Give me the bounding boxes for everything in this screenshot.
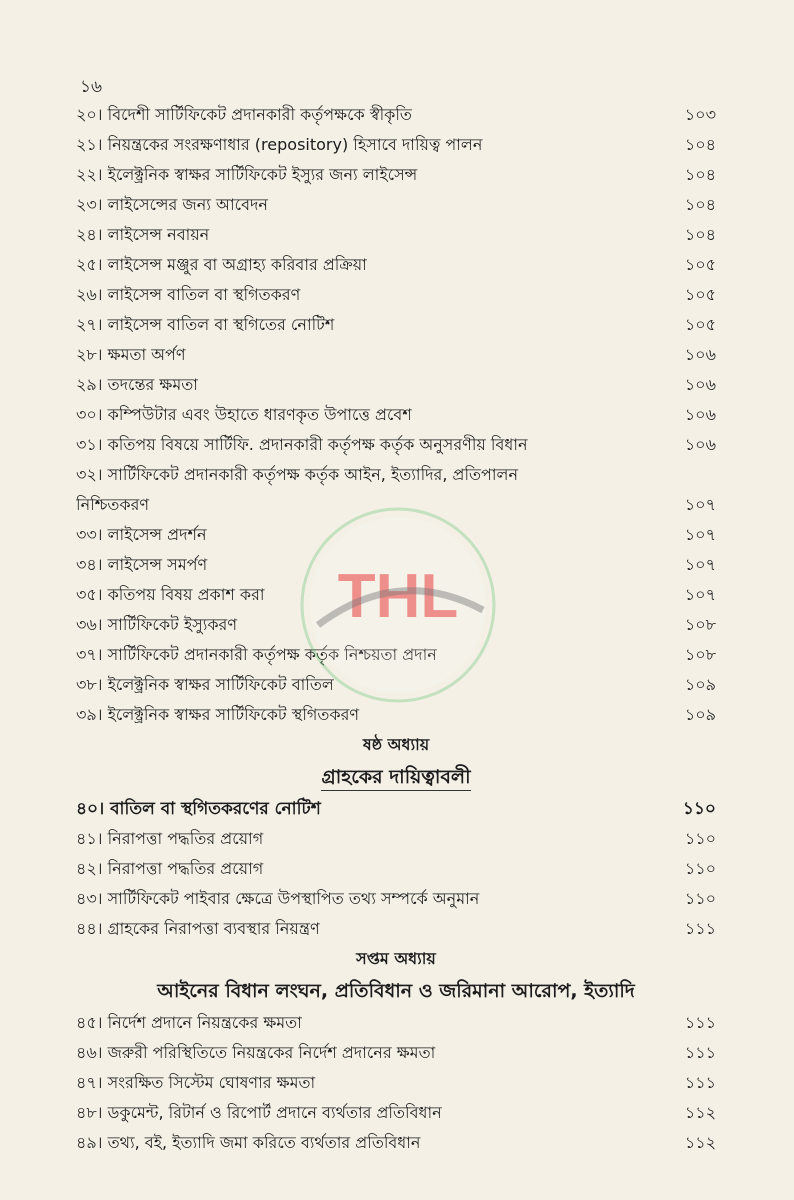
toc-entry [76, 1038, 716, 1068]
entry-text [76, 550, 656, 580]
chapter-title [76, 760, 716, 794]
entry-number: ৪৯। [76, 1133, 103, 1152]
entry-text [76, 580, 656, 610]
entry-number: ৪৭। [76, 1073, 103, 1092]
entry-title: কতিপয় বিষয়ে সার্টিফি. প্রদানকারী কর্তৃপক্ষ কর্তৃক অনুসরণীয় বিধান [107, 435, 528, 454]
entry-page: ১১১ [684, 1013, 716, 1032]
chapter-title: আইনের বিধান লংঘন, প্রতিবিধান ও জরিমানা আরোপ, ইত্যাদি [157, 980, 635, 1002]
entry-number: ২৬। [76, 285, 103, 304]
entry-text [76, 430, 656, 460]
watermark-text: THL [337, 562, 459, 631]
toc-entry [76, 854, 716, 884]
toc-group-chapter5-cont [76, 520, 716, 730]
entry-title: লাইসেন্স সমর্পণ [107, 555, 208, 574]
page-number: ১৬ [80, 77, 103, 97]
toc-entry [76, 370, 716, 400]
entry-number: ২১। [76, 135, 103, 154]
entry-title: বিদেশী সার্টিফিকেট প্রদানকারী কর্তৃপক্ষকে স্বীকৃতি [107, 105, 412, 124]
entry-number: ৪৬। [76, 1043, 103, 1062]
entry-title: লাইসেন্স প্রদর্শন [107, 525, 207, 544]
entry-number: ৪১। [76, 829, 103, 848]
entry-title: কতিপয় বিষয় প্রকাশ করা [107, 585, 265, 604]
toc-entry [76, 824, 716, 854]
entry-page: ১১১ [684, 919, 716, 938]
entry-title: ইলেক্ট্রনিক স্বাক্ষর সার্টিফিকেট বাতিল [107, 675, 334, 694]
entry-page: ১১১ [684, 1073, 716, 1092]
toc-entry [76, 280, 716, 310]
entry-title: লাইসেন্স বাতিল বা স্থগিতকরণ [107, 285, 301, 304]
entry-text [76, 1098, 656, 1128]
entry-text [76, 310, 656, 340]
entry-page: ১১০ [684, 829, 716, 848]
entry-title: নিয়ন্ত্রকের সংরক্ষণাধার (repository) হিসাবে দায়িত্ব পালন [107, 135, 483, 154]
entry-title: তদন্তের ক্ষমতা [107, 375, 198, 394]
entry-number: ৩৯। [76, 705, 103, 724]
entry-page: ১০৫ [684, 315, 716, 334]
entry-text [76, 400, 656, 430]
toc-entry [76, 160, 716, 190]
toc-entry [76, 794, 716, 824]
entry-text [76, 250, 656, 280]
entry-text [76, 670, 656, 700]
entry-page: ১০৬ [684, 345, 716, 364]
entry-text [76, 280, 656, 310]
entry-number: ৪৫। [76, 1013, 103, 1032]
entry-text [76, 100, 656, 130]
toc-entry [76, 914, 716, 944]
entry-number: ২০। [76, 105, 103, 124]
entry-title: নির্দেশ প্রদানে নিয়ন্ত্রকের ক্ষমতা [107, 1013, 302, 1032]
entry-page: ১০৪ [684, 225, 716, 244]
entry-text [76, 1068, 656, 1098]
entry-page: ১১০ [684, 859, 716, 878]
entry-number: ৩৪। [76, 555, 103, 574]
entry-title: নিরাপত্তা পদ্ধতির প্রয়োগ [107, 859, 264, 878]
entry-page: ১০৭ [684, 525, 716, 544]
entry-page: ১১২ [684, 1133, 716, 1152]
entry-page: ১০৭ [684, 555, 716, 574]
entry-text [76, 794, 656, 824]
entry-number: ৩৬। [76, 615, 103, 634]
entry-title: জরুরী পরিস্থিতিতে নিয়ন্ত্রকের নির্দেশ প্রদানের ক্ষমতা [107, 1043, 436, 1062]
entry-page: ১০৪ [684, 135, 716, 154]
toc-entry [76, 520, 716, 550]
entry-page: ১০৫ [684, 285, 716, 304]
entry-page: ১১০ [682, 799, 716, 819]
toc-entry [76, 430, 716, 460]
entry-title: বাতিল বা স্থগিতকরণের নোটিশ [110, 799, 321, 819]
entry-title: নিরাপত্তা পদ্ধতির প্রয়োগ [107, 829, 264, 848]
entry-text [76, 700, 656, 730]
entry-text [76, 610, 656, 640]
entry-number: ৩৫। [76, 585, 103, 604]
toc-group-chapter6 [76, 794, 716, 944]
entry-title: সার্টিফিকেট ইস্যুকরণ [107, 615, 238, 634]
entry-title: লাইসেন্স নবায়ন [107, 225, 210, 244]
entry-title: তথ্য, বই, ইত্যাদি জমা করিতে ব্যর্থতার প্রতিবিধান [107, 1133, 421, 1152]
entry-number: ৩০। [76, 405, 103, 424]
chapter-label: সপ্তম অধ্যায় [356, 949, 436, 968]
toc-entry [76, 884, 716, 914]
entry-title: লাইসেন্সের জন্য আবেদন [107, 195, 268, 214]
toc-entry [76, 1128, 716, 1158]
entry-text [76, 640, 656, 670]
entry-number: ৩৩। [76, 525, 103, 544]
entry-number: ২৯। [76, 375, 103, 394]
entry-page: ১০৫ [684, 255, 716, 274]
toc-group-chapter5 [76, 100, 716, 460]
entry-page: ১০৬ [684, 375, 716, 394]
toc-entry [76, 340, 716, 370]
entry-title: লাইসেন্স মঞ্জুর বা অগ্রাহ্য করিবার প্রক্রিয়া [107, 255, 367, 274]
entry-title: ইলেক্ট্রনিক স্বাক্ষর সার্টিফিকেট স্থগিতকরণ [107, 705, 360, 724]
toc-entry [76, 1008, 716, 1038]
entry-number: ৪৪। [76, 919, 103, 938]
toc-group-chapter7 [76, 1008, 716, 1158]
entry-title: সার্টিফিকেট প্রদানকারী কর্তৃপক্ষ কর্তৃক নিশ্চয়তা প্রদান [107, 645, 437, 664]
entry-number: ৩৭। [76, 645, 103, 664]
entry-page: ১০৬ [684, 405, 716, 424]
entry-number: ৩৮। [76, 675, 103, 694]
toc-entry [76, 220, 716, 250]
entry-text [76, 1128, 656, 1158]
entry-page: ১০৪ [684, 195, 716, 214]
entry-page: ১১১ [684, 1043, 716, 1062]
entry-page: ১০৩ [684, 105, 716, 124]
toc-entry [76, 610, 716, 640]
entry-number: ৪৮। [76, 1103, 103, 1122]
entry-page: ১০৯ [684, 675, 716, 694]
entry-page: ১০৭ [684, 495, 716, 514]
entry-text [76, 130, 656, 160]
entry-page: ১০৪ [684, 165, 716, 184]
entry-number: ৪৩। [76, 889, 103, 908]
entry-text [76, 824, 656, 854]
entry-number: ৪০। [76, 799, 105, 819]
chapter-title-text: গ্রাহকের দায়িত্বাবলী [321, 766, 470, 791]
entry-title-line2: নিশ্চিতকরণ [76, 495, 150, 514]
entry-page: ১১২ [684, 1103, 716, 1122]
entry-page: ১০৮ [684, 645, 716, 664]
entry-text [76, 160, 656, 190]
entry-text [76, 884, 656, 914]
entry-page: ১০৭ [684, 585, 716, 604]
entry-title-line1: সার্টিফিকেট প্রদানকারী কর্তৃপক্ষ কর্তৃক আইন, ইত্যাদির, প্রতিপালন [107, 465, 519, 484]
entry-title: ক্ষমতা অর্পণ [107, 345, 186, 364]
entry-title: লাইসেন্স বাতিল বা স্থগিতের নোটিশ [107, 315, 335, 334]
entry-page: ১০৬ [684, 435, 716, 454]
entry-title: সার্টিফিকেট পাইবার ক্ষেত্রে উপস্থাপিত তথ্য সম্পর্কে অনুমান [107, 889, 480, 908]
toc-entry [76, 130, 716, 160]
entry-text [76, 520, 656, 550]
toc-entry [76, 310, 716, 340]
toc-entry [76, 190, 716, 220]
entry-number: ২৫। [76, 255, 103, 274]
toc-entry [76, 550, 716, 580]
entry-text [76, 914, 656, 944]
entry-text [76, 190, 656, 220]
entry-title: ইলেক্ট্রনিক স্বাক্ষর সার্টিফিকেট ইস্যুর জন্য লাইসেন্স [107, 165, 418, 184]
toc-entry [76, 1068, 716, 1098]
toc-entry [76, 100, 716, 130]
entry-title: গ্রাহকের নিরাপত্তা ব্যবস্থার নিয়ন্ত্রণ [107, 919, 320, 938]
toc-entry [76, 700, 716, 730]
entry-number: ৩২। [76, 465, 103, 484]
table-of-contents [76, 100, 716, 1158]
toc-entry [76, 580, 716, 610]
toc-entry [76, 670, 716, 700]
chapter-label: ষষ্ঠ অধ্যায় [362, 735, 430, 754]
entry-text [76, 1008, 656, 1038]
entry-text [76, 854, 656, 884]
entry-page: ১০৯ [684, 705, 716, 724]
entry-number: ৪২। [76, 859, 103, 878]
entry-text [76, 1038, 656, 1068]
toc-entry [76, 400, 716, 430]
entry-title: সংরক্ষিত সিস্টেম ঘোষণার ক্ষমতা [107, 1073, 316, 1092]
entry-text [76, 220, 656, 250]
toc-entry [76, 460, 716, 520]
entry-number: ২৩। [76, 195, 103, 214]
toc-entry [76, 1098, 716, 1128]
entry-number: ২২। [76, 165, 103, 184]
toc-entry [76, 250, 716, 280]
entry-number: ২৮। [76, 345, 103, 364]
entry-number: ২৪। [76, 225, 103, 244]
entry-page: ১১০ [684, 889, 716, 908]
entry-number: ২৭। [76, 315, 103, 334]
entry-number: ৩১। [76, 435, 103, 454]
entry-title: ডকুমেন্ট, রিটার্ন ও রিপোর্ট প্রদানে ব্যর্থতার প্রতিবিধান [107, 1103, 442, 1122]
toc-entry [76, 640, 716, 670]
entry-title: কম্পিউটার এবং উহাতে ধারণকৃত উপাত্তে প্রবেশ [107, 405, 412, 424]
entry-text [76, 340, 656, 370]
entry-text [76, 370, 656, 400]
entry-page: ১০৮ [684, 615, 716, 634]
